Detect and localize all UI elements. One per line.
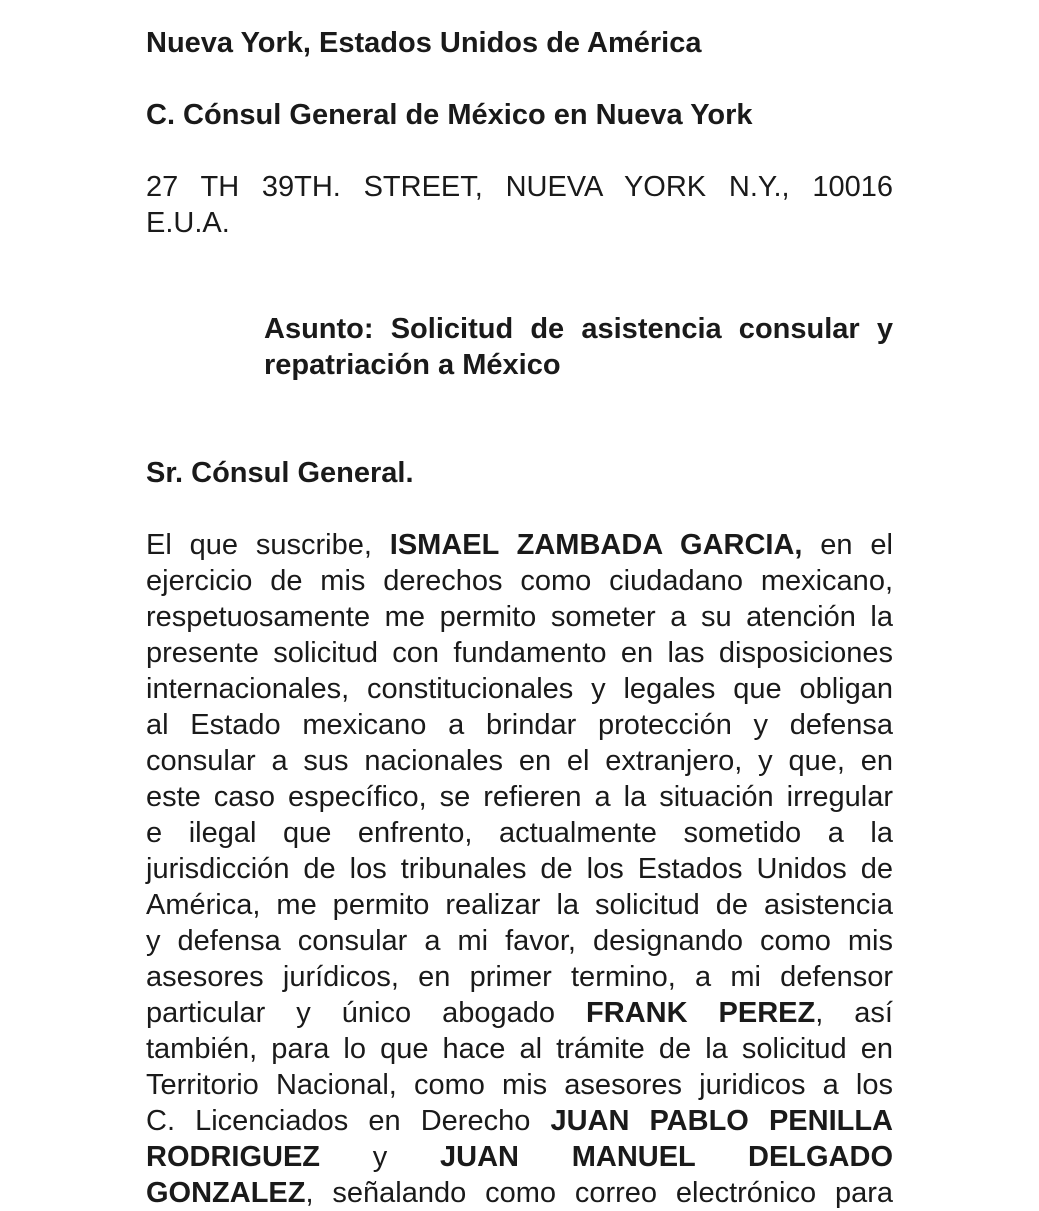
body-line-11: América, me permito realizar la solicitud de asistencia bbox=[146, 889, 893, 921]
body-line-1: El que suscribe, ISMAEL ZAMBADA GARCIA, en el bbox=[146, 529, 893, 561]
body-line-7: consular a sus nacionales en el extranjero, y que, en bbox=[146, 745, 893, 777]
body-line-18: RODRIGUEZ y JUAN MANUEL DELGADO bbox=[146, 1141, 893, 1173]
address-line-2: E.U.A. bbox=[146, 207, 230, 239]
body-line-9: e ilegal que enfrento, actualmente sometido a la bbox=[146, 817, 893, 849]
salutation: Sr. Cónsul General. bbox=[146, 457, 414, 489]
body-line-4: presente solicitud con fundamento en las disposiciones bbox=[146, 637, 893, 669]
subject-line-2: repatriación a México bbox=[264, 349, 561, 381]
body-line-19: GONZALEZ, señalando como correo electrónico para bbox=[146, 1177, 893, 1209]
recipient-line: C. Cónsul General de México en Nueva York bbox=[146, 99, 753, 131]
body-line-16: Territorio Nacional, como mis asesores juridicos a los bbox=[146, 1069, 893, 1101]
body-line-2: ejercicio de mis derechos como ciudadano mexicano, bbox=[146, 565, 893, 597]
body-line-3: respetuosamente me permito someter a su atención la bbox=[146, 601, 893, 633]
name-gonzalez: GONZALEZ bbox=[146, 1177, 306, 1209]
body-line-10: jurisdicción de los tribunales de los Estados Unidos de bbox=[146, 853, 893, 885]
name-rodriguez: RODRIGUEZ bbox=[146, 1141, 320, 1173]
body-line-5: internacionales, constitucionales y legales que obligan bbox=[146, 673, 893, 705]
address-line-1: 27 TH 39TH. STREET, NUEVA YORK N.Y., 10016 bbox=[146, 171, 893, 203]
location-line: Nueva York, Estados Unidos de América bbox=[146, 27, 702, 59]
body-line-15: también, para lo que hace al trámite de la solicitud en bbox=[146, 1033, 893, 1065]
name-juan-pablo: JUAN PABLO PENILLA bbox=[550, 1105, 893, 1137]
body-line-12: y defensa consular a mi favor, designando como mis bbox=[146, 925, 893, 957]
name-juan-manuel: JUAN MANUEL DELGADO bbox=[440, 1141, 893, 1173]
name-ismael: ISMAEL ZAMBADA GARCIA, bbox=[389, 529, 803, 561]
body-line-6: al Estado mexicano a brindar protección y defensa bbox=[146, 709, 893, 741]
body-line-8: este caso específico, se refieren a la situación irregular bbox=[146, 781, 893, 813]
body-line-13: asesores jurídicos, en primer termino, a mi defensor bbox=[146, 961, 893, 993]
body-line-17: C. Licenciados en Derecho JUAN PABLO PENILLA bbox=[146, 1105, 893, 1137]
name-frank-perez: FRANK PEREZ bbox=[586, 997, 816, 1029]
subject-line-1: Asunto: Solicitud de asistencia consular y bbox=[264, 313, 893, 345]
body-line-14: particular y único abogado FRANK PEREZ, así bbox=[146, 997, 893, 1029]
